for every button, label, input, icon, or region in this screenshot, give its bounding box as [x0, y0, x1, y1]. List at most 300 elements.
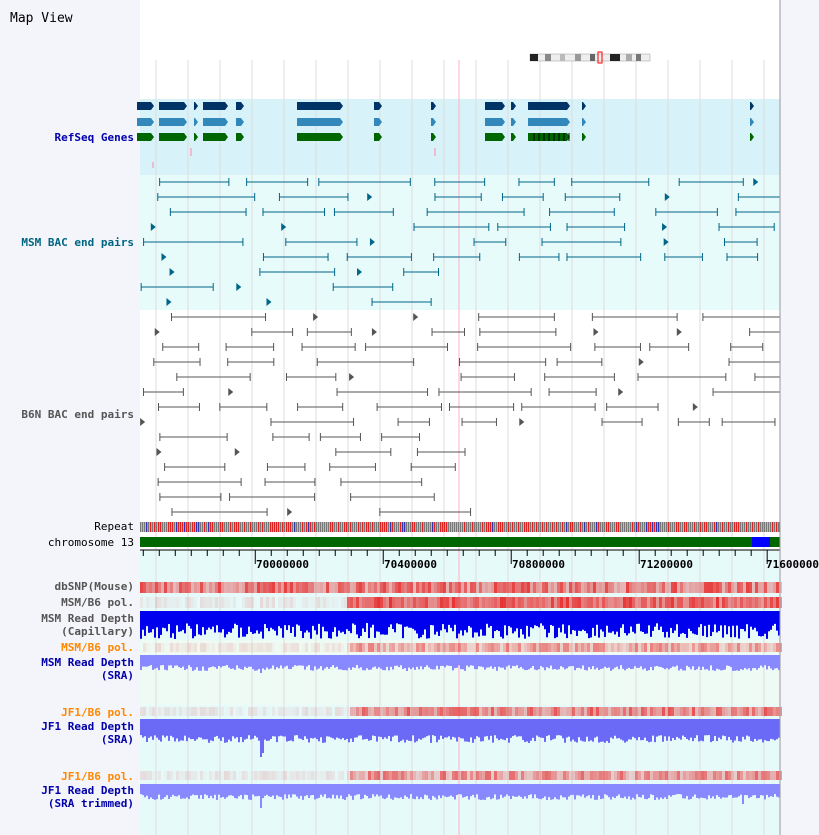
- jf1-depth-sra-bar: [146, 719, 148, 742]
- msm-depth-cap-bar: [360, 611, 362, 636]
- jf1-pol-trim-heat: [689, 771, 692, 780]
- jf1-pol-trim-heat: [500, 771, 503, 780]
- jf1-depth-sra-bar: [582, 719, 584, 741]
- msm-pol-heat: [734, 597, 737, 608]
- msm-pol-sra-heat: [170, 643, 173, 652]
- dbsnp-heat: [479, 582, 482, 593]
- jf1-depth-sra-bar: [766, 719, 768, 741]
- repeat-mark: [684, 522, 686, 532]
- dbsnp-heat: [662, 582, 665, 593]
- jf1-depth-trim-bar: [718, 784, 720, 797]
- jf1-pol-trim-heat: [683, 771, 686, 780]
- msm-pol-heat: [215, 597, 218, 608]
- msm-depth-sra-bar: [168, 655, 170, 666]
- msm-depth-sra-bar: [568, 655, 570, 667]
- jf1-depth-trim-bar: [498, 784, 500, 799]
- jf1-pol-heat: [365, 707, 368, 716]
- repeat-mark: [702, 522, 704, 532]
- repeat-mark: [608, 522, 610, 532]
- msm-depth-cap-bar: [528, 611, 530, 637]
- repeat-mark: [478, 522, 480, 532]
- jf1-depth-trim-bar: [554, 784, 556, 797]
- jf1-depth-trim-bar: [168, 784, 170, 799]
- msm-depth-cap-bar: [662, 611, 664, 632]
- msm-pol-heat: [389, 597, 392, 608]
- repeat-mark: [738, 522, 740, 532]
- jf1-depth-trim-bar: [598, 784, 600, 796]
- msm-depth-sra-bar: [240, 655, 242, 669]
- msm-pol-sra-heat: [734, 643, 737, 652]
- jf1-depth-sra-bar: [776, 719, 778, 739]
- msm-depth-sra-bar: [204, 655, 206, 671]
- jf1-depth-trim-bar: [568, 784, 570, 797]
- track-label-msm-bac[interactable]: MSM BAC end pairs: [21, 236, 134, 249]
- msm-depth-sra-bar: [396, 655, 398, 666]
- jf1-pol-trim-heat: [350, 771, 353, 780]
- jf1-depth-sra-bar: [386, 719, 388, 739]
- jf1-depth-trim-bar: [494, 784, 496, 794]
- dbsnp-heat: [716, 582, 719, 593]
- jf1-depth-sra-bar: [220, 719, 222, 741]
- msm-depth-sra-bar: [734, 655, 736, 671]
- track-label-msm-b6-pol[interactable]: MSM/B6 pol.: [61, 596, 134, 609]
- jf1-depth-trim-bar: [300, 784, 302, 796]
- msm-depth-cap-bar: [584, 611, 586, 631]
- msm-depth-cap-bar: [698, 611, 700, 627]
- track-label-jf1-b6-pol-trimmed[interactable]: JF1/B6 pol.: [61, 770, 134, 783]
- msm-pol-heat: [464, 597, 467, 608]
- repeat-mark: [442, 522, 444, 532]
- jf1-depth-sra-bar: [710, 719, 712, 742]
- msm-depth-cap-bar: [734, 611, 736, 637]
- jf1-depth-trim-bar: [384, 784, 386, 799]
- msm-depth-sra-bar: [162, 655, 164, 665]
- repeat-mark: [270, 522, 272, 532]
- dbsnp-heat: [374, 582, 377, 593]
- dbsnp-heat: [251, 582, 254, 593]
- jf1-pol-heat: [326, 707, 329, 716]
- msm-depth-sra-bar: [722, 655, 724, 670]
- jf1-pol-heat: [407, 707, 410, 716]
- jf1-depth-trim-bar: [458, 784, 460, 794]
- jf1-depth-trim-bar: [368, 784, 370, 798]
- jf1-depth-sra-bar: [168, 719, 170, 741]
- dbsnp-heat: [518, 582, 521, 593]
- msm-depth-cap-bar: [416, 611, 418, 634]
- jf1-pol-heat: [731, 707, 734, 716]
- repeat-mark: [238, 522, 240, 532]
- jf1-depth-sra-bar: [600, 719, 602, 742]
- jf1-depth-sra-bar: [750, 719, 752, 741]
- msm-depth-sra-bar: [518, 655, 520, 668]
- jf1-depth-trim-bar: [572, 784, 574, 795]
- jf1-pol-trim-heat: [182, 771, 185, 780]
- msm-depth-cap-bar: [676, 611, 678, 624]
- msm-depth-sra-bar: [206, 655, 208, 671]
- msm-depth-sra-bar: [504, 655, 506, 670]
- dbsnp-heat: [383, 582, 386, 593]
- msm-pol-sra-heat: [173, 643, 176, 652]
- msm-pol-heat: [350, 597, 353, 608]
- msm-pol-heat: [743, 597, 746, 608]
- msm-pol-heat: [206, 597, 209, 608]
- jf1-depth-trim-bar: [772, 784, 774, 797]
- msm-depth-cap-bar: [376, 611, 378, 631]
- msm-pol-sra-heat: [260, 643, 263, 652]
- dbsnp-heat: [773, 582, 776, 593]
- repeat-mark: [172, 522, 174, 532]
- jf1-depth-trim-bar: [678, 784, 680, 794]
- msm-depth-sra-bar: [156, 655, 158, 668]
- dbsnp-heat: [725, 582, 728, 593]
- jf1-depth-trim-bar: [394, 784, 396, 797]
- msm-depth-cap-bar: [696, 611, 698, 635]
- msm-depth-sra-bar: [704, 655, 706, 669]
- msm-pol-heat: [569, 597, 572, 608]
- msm-depth-cap-bar: [228, 611, 230, 632]
- msm-depth-cap-bar: [776, 611, 778, 631]
- msm-depth-sra-bar: [706, 655, 708, 669]
- repeat-mark: [188, 522, 190, 532]
- msm-pol-heat: [515, 597, 518, 608]
- jf1-depth-trim-bar: [238, 784, 240, 796]
- msm-pol-sra-heat: [386, 643, 389, 652]
- jf1-pol-trim-heat: [629, 771, 632, 780]
- jf1-depth-trim-bar: [606, 784, 608, 795]
- dbsnp-heat: [425, 582, 428, 593]
- dbsnp-heat: [596, 582, 599, 593]
- msm-depth-cap-bar: [650, 611, 652, 637]
- msm-depth-cap-bar: [742, 611, 744, 629]
- msm-depth-sra-bar: [420, 655, 422, 666]
- repeat-mark: [692, 522, 694, 532]
- jf1-pol-heat: [452, 707, 455, 716]
- repeat-mark: [560, 522, 562, 532]
- jf1-depth-trim-bar: [342, 784, 344, 799]
- msm-pol-sra-heat: [302, 643, 305, 652]
- msm-depth-sra-bar: [460, 655, 462, 669]
- msm-depth-sra-bar: [714, 655, 716, 671]
- repeat-mark: [196, 522, 198, 532]
- msm-depth-cap-bar: [588, 611, 590, 638]
- msm-depth-sra-bar: [150, 655, 152, 665]
- jf1-depth-sra-bar: [734, 719, 736, 741]
- msm-depth-cap-bar: [338, 611, 340, 631]
- jf1-depth-sra-bar: [534, 719, 536, 741]
- msm-depth-cap-bar: [438, 611, 440, 636]
- msm-depth-cap-bar: [456, 611, 458, 638]
- jf1-depth-trim-bar: [616, 784, 618, 796]
- msm-pol-sra-heat: [578, 643, 581, 652]
- repeat-mark: [740, 522, 742, 532]
- msm-depth-cap-bar: [502, 611, 504, 639]
- jf1-pol-heat: [464, 707, 467, 716]
- msm-pol-heat: [155, 597, 158, 608]
- repeat-mark: [306, 522, 308, 532]
- jf1-pol-trim-heat: [530, 771, 533, 780]
- msm-depth-sra-bar: [494, 655, 496, 667]
- jf1-depth-sra-bar: [366, 719, 368, 739]
- axis-tick-label: 70800000: [512, 558, 565, 571]
- jf1-depth-trim-bar: [210, 784, 212, 796]
- msm-pol-sra-heat: [434, 643, 437, 652]
- msm-depth-cap-bar: [458, 611, 460, 634]
- jf1-pol-heat: [311, 707, 314, 716]
- msm-depth-cap-bar: [744, 611, 746, 631]
- jf1-depth-trim-bar: [686, 784, 688, 796]
- msm-depth-sra-bar: [194, 655, 196, 670]
- dbsnp-heat: [245, 582, 248, 593]
- jf1-depth-sra-bar: [630, 719, 632, 740]
- repeat-mark: [322, 522, 324, 532]
- jf1-pol-heat: [164, 707, 167, 716]
- jf1-depth-sra-bar: [758, 719, 760, 739]
- jf1-pol-heat: [725, 707, 728, 716]
- jf1-pol-trim-heat: [299, 771, 302, 780]
- dbsnp-heat: [302, 582, 305, 593]
- jf1-depth-sra-bar: [692, 719, 694, 741]
- msm-pol-sra-heat: [443, 643, 446, 652]
- msm-depth-sra-bar: [158, 655, 160, 670]
- jf1-depth-trim-bar: [166, 784, 168, 795]
- jf1-pol-heat: [569, 707, 572, 716]
- jf1-depth-sra-bar: [724, 719, 726, 736]
- jf1-pol-heat: [677, 707, 680, 716]
- jf1-depth-trim-bar: [540, 784, 542, 799]
- jf1-pol-heat: [647, 707, 650, 716]
- msm-depth-sra-bar: [754, 655, 756, 668]
- jf1-pol-heat: [728, 707, 731, 716]
- repeat-mark: [606, 522, 608, 532]
- jf1-pol-trim-heat: [671, 771, 674, 780]
- dbsnp-heat: [353, 582, 356, 593]
- dbsnp-heat: [740, 582, 743, 593]
- msm-pol-heat: [620, 597, 623, 608]
- jf1-pol-heat: [698, 707, 701, 716]
- msm-pol-sra-heat: [728, 643, 731, 652]
- jf1-depth-trim-bar: [634, 784, 636, 799]
- track-label-jf1-depth-trimmed[interactable]: JF1 Read Depth (SRA trimmed): [41, 784, 134, 810]
- dbsnp-heat: [605, 582, 608, 593]
- msm-pol-heat: [188, 597, 191, 608]
- msm-depth-cap-bar: [202, 611, 204, 627]
- repeat-mark: [714, 522, 716, 532]
- msm-depth-cap-bar: [590, 611, 592, 637]
- msm-depth-sra-bar: [574, 655, 576, 670]
- jf1-depth-sra-bar: [662, 719, 664, 742]
- jf1-depth-trim-bar: [266, 784, 268, 795]
- dbsnp-heat: [350, 582, 353, 593]
- msm-depth-cap-bar: [732, 611, 734, 626]
- jf1-depth-sra-bar: [508, 719, 510, 743]
- msm-depth-sra-bar: [374, 655, 376, 667]
- dbsnp-heat: [689, 582, 692, 593]
- msm-depth-sra-bar: [268, 655, 270, 669]
- jf1-depth-sra-bar: [304, 719, 306, 736]
- msm-depth-sra-bar: [404, 655, 406, 668]
- msm-depth-sra-bar: [468, 655, 470, 667]
- dbsnp-heat: [749, 582, 752, 593]
- msm-depth-cap-bar: [750, 611, 752, 627]
- repeat-mark: [328, 522, 330, 532]
- repeat-mark: [374, 522, 376, 532]
- dbsnp-heat: [410, 582, 413, 593]
- jf1-depth-trim-bar: [314, 784, 316, 799]
- msm-pol-sra-heat: [404, 643, 407, 652]
- msm-depth-cap-bar: [722, 611, 724, 638]
- repeat-mark: [168, 522, 170, 532]
- msm-depth-sra-bar: [236, 655, 238, 665]
- jf1-depth-sra-bar: [548, 719, 550, 735]
- msm-depth-cap-bar: [352, 611, 354, 623]
- repeat-mark: [358, 522, 360, 532]
- repeat-mark: [468, 522, 470, 532]
- msm-depth-cap-bar: [726, 611, 728, 634]
- track-label-msm-depth-capillary[interactable]: MSM Read Depth (Capillary): [41, 612, 134, 638]
- dbsnp-heat: [284, 582, 287, 593]
- jf1-depth-trim-bar: [536, 784, 538, 798]
- jf1-depth-sra-bar: [708, 719, 710, 735]
- msm-pol-heat: [227, 597, 230, 608]
- jf1-depth-trim-bar: [520, 784, 522, 797]
- repeat-mark: [564, 522, 566, 532]
- jf1-pol-heat: [404, 707, 407, 716]
- msm-depth-cap-bar: [508, 611, 510, 626]
- jf1-pol-heat: [674, 707, 677, 716]
- jf1-depth-sra-bar: [206, 719, 208, 739]
- jf1-pol-heat: [599, 707, 602, 716]
- jf1-depth-trim-bar: [320, 784, 322, 795]
- track-label-refseq[interactable]: RefSeq Genes: [54, 131, 134, 144]
- track-label-b6n-bac[interactable]: B6N BAC end pairs: [21, 408, 134, 421]
- msm-depth-sra-bar: [502, 655, 504, 668]
- jf1-depth-sra-bar: [252, 719, 254, 739]
- dbsnp-heat: [170, 582, 173, 593]
- msm-depth-sra-bar: [566, 655, 568, 668]
- msm-depth-sra-bar: [554, 655, 556, 669]
- msm-depth-sra-bar: [486, 655, 488, 668]
- jf1-pol-heat: [695, 707, 698, 716]
- jf1-depth-sra-bar: [412, 719, 414, 735]
- jf1-pol-heat: [575, 707, 578, 716]
- jf1-depth-sra-bar: [248, 719, 250, 735]
- msm-pol-sra-heat: [275, 643, 278, 652]
- jf1-pol-trim-heat: [680, 771, 683, 780]
- jf1-pol-trim-heat: [611, 771, 614, 780]
- msm-depth-sra-bar: [562, 655, 564, 667]
- msm-depth-cap-bar: [506, 611, 508, 635]
- msm-depth-sra-bar: [146, 655, 148, 667]
- msm-pol-heat: [749, 597, 752, 608]
- track-label-msm-b6-pol-sra[interactable]: MSM/B6 pol.: [61, 641, 134, 654]
- msm-pol-sra-heat: [200, 643, 203, 652]
- msm-depth-cap-bar: [544, 611, 546, 629]
- msm-pol-sra-heat: [164, 643, 167, 652]
- msm-pol-heat: [410, 597, 413, 608]
- msm-depth-sra-bar: [398, 655, 400, 667]
- msm-pol-heat: [596, 597, 599, 608]
- jf1-depth-sra-bar: [730, 719, 732, 740]
- jf1-depth-sra-bar: [682, 719, 684, 736]
- jf1-pol-trim-heat: [656, 771, 659, 780]
- dbsnp-heat: [287, 582, 290, 593]
- jf1-pol-heat: [221, 707, 224, 716]
- jf1-depth-trim-bar: [460, 784, 462, 794]
- jf1-depth-sra-bar: [526, 719, 528, 741]
- msm-depth-sra-bar: [608, 655, 610, 667]
- msm-pol-sra-heat: [566, 643, 569, 652]
- track-label-msm-depth-sra[interactable]: MSM Read Depth (SRA): [41, 656, 134, 682]
- msm-depth-cap-bar: [206, 611, 208, 630]
- jf1-depth-trim-bar: [658, 784, 660, 800]
- jf1-pol-trim-heat: [167, 771, 170, 780]
- msm-depth-cap-bar: [344, 611, 346, 634]
- track-label-jf1-b6-pol[interactable]: JF1/B6 pol.: [61, 706, 134, 719]
- jf1-depth-trim-bar: [576, 784, 578, 795]
- jf1-depth-trim-bar: [278, 784, 280, 797]
- jf1-depth-trim-bar: [638, 784, 640, 797]
- msm-pol-heat: [548, 597, 551, 608]
- msm-depth-sra-bar: [294, 655, 296, 665]
- repeat-mark: [344, 522, 346, 532]
- msm-pol-heat: [308, 597, 311, 608]
- repeat-mark: [486, 522, 488, 532]
- jf1-depth-sra-bar: [706, 719, 708, 735]
- jf1-pol-heat: [551, 707, 554, 716]
- jf1-pol-heat: [644, 707, 647, 716]
- jf1-depth-sra-bar: [406, 719, 408, 740]
- jf1-pol-trim-heat: [491, 771, 494, 780]
- msm-pol-sra-heat: [449, 643, 452, 652]
- msm-depth-sra-bar: [142, 655, 144, 667]
- jf1-depth-trim-bar: [770, 784, 772, 796]
- jf1-depth-sra-bar: [468, 719, 470, 742]
- msm-pol-sra-heat: [371, 643, 374, 652]
- msm-depth-sra-bar: [526, 655, 528, 670]
- track-label-jf1-depth-sra[interactable]: JF1 Read Depth (SRA): [41, 720, 134, 746]
- jf1-depth-trim-bar: [240, 784, 242, 795]
- msm-depth-sra-bar: [276, 655, 278, 667]
- jf1-depth-trim-bar: [164, 784, 166, 797]
- jf1-pol-heat: [719, 707, 722, 716]
- jf1-depth-trim-bar: [242, 784, 244, 799]
- msm-pol-sra-heat: [440, 643, 443, 652]
- repeat-mark: [662, 522, 664, 532]
- ideogram-band: [590, 54, 595, 61]
- msm-pol-sra-heat: [323, 643, 326, 652]
- repeat-mark: [496, 522, 498, 532]
- msm-depth-sra-bar: [312, 655, 314, 671]
- dbsnp-heat: [755, 582, 758, 593]
- jf1-depth-sra-bar: [656, 719, 658, 737]
- repeat-mark: [448, 522, 450, 532]
- jf1-depth-sra-bar: [148, 719, 150, 738]
- dbsnp-heat: [263, 582, 266, 593]
- msm-depth-cap-bar: [268, 611, 270, 631]
- jf1-pol-heat: [341, 707, 344, 716]
- jf1-depth-sra-bar: [150, 719, 152, 736]
- msm-pol-sra-heat: [569, 643, 572, 652]
- msm-pol-sra-heat: [473, 643, 476, 652]
- repeat-mark: [622, 522, 624, 532]
- jf1-pol-heat: [509, 707, 512, 716]
- repeat-mark: [216, 522, 218, 532]
- track-label-dbsnp[interactable]: dbSNP(Mouse): [54, 580, 134, 593]
- msm-pol-heat: [365, 597, 368, 608]
- dbsnp-heat: [368, 582, 371, 593]
- msm-pol-heat: [647, 597, 650, 608]
- msm-pol-heat: [278, 597, 281, 608]
